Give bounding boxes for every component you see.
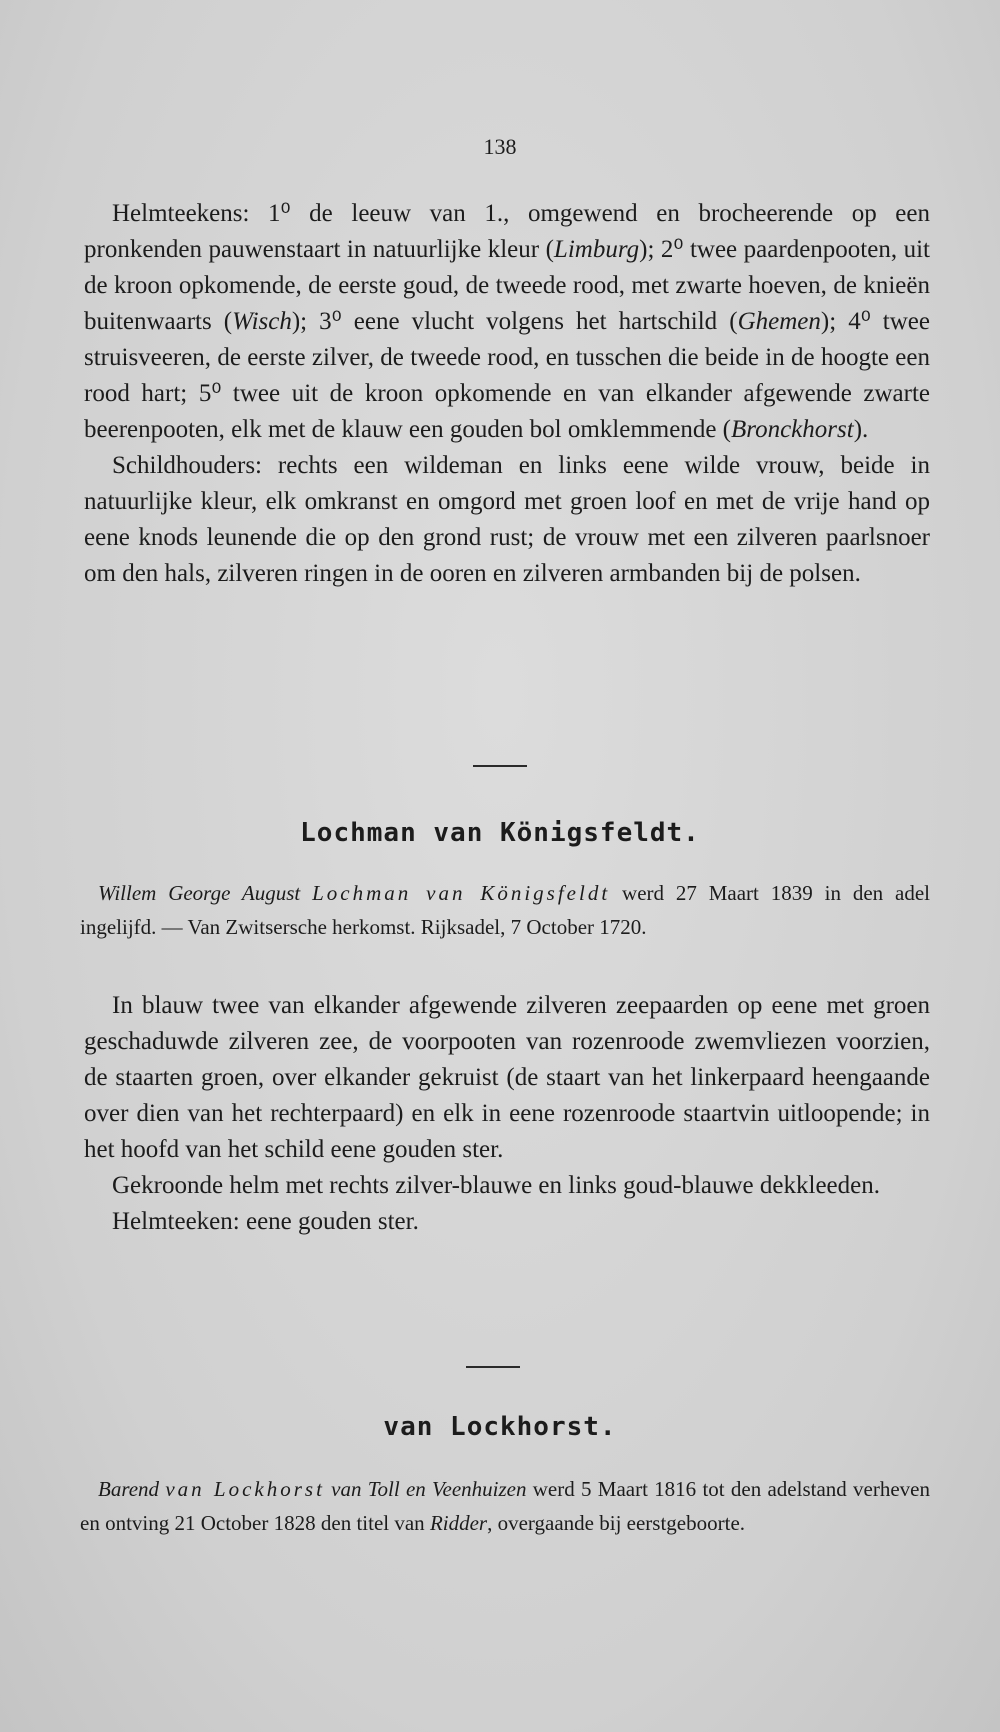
section-helmteekens: [84, 196, 930, 592]
note-text: werd 27 Maart 1839 in den adel ingelijfd. — Van Zwitsersche herkomst. Rijksadel, 7 October 1720.: [80, 881, 930, 939]
text-run: ); 4⁰ twee struisveeren, de eerste zilver, de tweede rood, en tusschen die beide in de hoogte een rood hart; 5⁰ twee uit de kroon opkomende en van elkander afgewende zwarte beerenpooten, elk met de klauw een gouden bol omklemmende (: [84, 308, 930, 443]
paragraph-helmteeken: Helmteeken: eene gouden ster.: [112, 1208, 419, 1235]
section-lochman-blazon: [84, 988, 930, 1240]
note-name-suffix: van Toll en Veenhuizen: [324, 1477, 527, 1501]
note-name: Barend: [98, 1477, 160, 1501]
note-lockhorst: [80, 1472, 930, 1540]
heading-lochman: Lochman van Königsfeldt.: [300, 818, 700, 848]
text-run-italic: Bronckhorst: [731, 416, 854, 443]
note-text: werd 5 Maart 1816 tot den adelstand verheven en ontving 21 October 1828 den titel van: [80, 1477, 930, 1535]
heading-lockhorst: van Lockhorst.: [383, 1412, 617, 1442]
paragraph-blazon: In blauw twee van elkander afgewende zilveren zeepaarden op eene met groen geschaduwde zilveren zee, de voorpooten van rozenroode zwemvliezen voorzien, de staarten groen, over elkander gekruist (de staart van het linkerpaard heengaande over dien van het rechterpaard) en elk in eene rozenroode staartvin uitloopende; in het hoofd van het schild eene gouden ster.: [84, 992, 930, 1163]
text-run-italic: Ghemen: [737, 308, 821, 335]
text-run-italic: Limburg: [553, 236, 640, 263]
note-title: Ridder: [429, 1511, 488, 1535]
note-lochman: [80, 876, 930, 944]
text-run: ); 2⁰ twee paardenpooten, uit de kroon opkomende, de eerste goud, de tweede rood, met zwarte hoeven, de knieën buitenwaarts (: [84, 236, 930, 335]
text-run: Helmteekens: 1⁰ de leeuw van 1., omgewend en brocheerende op een pronkenden pauwenstaart in natuurlijke kleur (: [84, 200, 930, 263]
page-number: 138: [483, 134, 517, 159]
paragraph-schildhouders: Schildhouders: rechts een wildeman en links eene wilde vrouw, beide in natuurlijke kleur, elk omkranst en omgord met groen loof en met de vrije hand op eene knods leunende die op den grond rust; de vrouw met een zilveren paarlsnoer om den hals, zilveren ringen in de ooren en zilveren armbanden bij de polsen.: [84, 452, 930, 587]
text-run: ); 3⁰ eene vlucht volgens het hartschild (: [291, 308, 738, 335]
note-name-spaced: Lochman van Königsfeldt: [312, 881, 611, 905]
note-name: Willem George August: [98, 881, 301, 905]
text-run-italic: Wisch: [232, 308, 292, 335]
note-text: , overgaande bij eerstgeboorte.: [487, 1511, 746, 1535]
section-divider: [466, 1366, 520, 1368]
text-run: ).: [853, 416, 869, 443]
note-name-spaced: van Lockhorst: [165, 1477, 325, 1501]
section-divider: [473, 765, 527, 767]
paragraph-helm: Gekroonde helm met rechts zilver-blauwe en links goud-blauwe dekkleeden.: [112, 1172, 880, 1199]
paragraph-helmteekens: [84, 196, 930, 448]
